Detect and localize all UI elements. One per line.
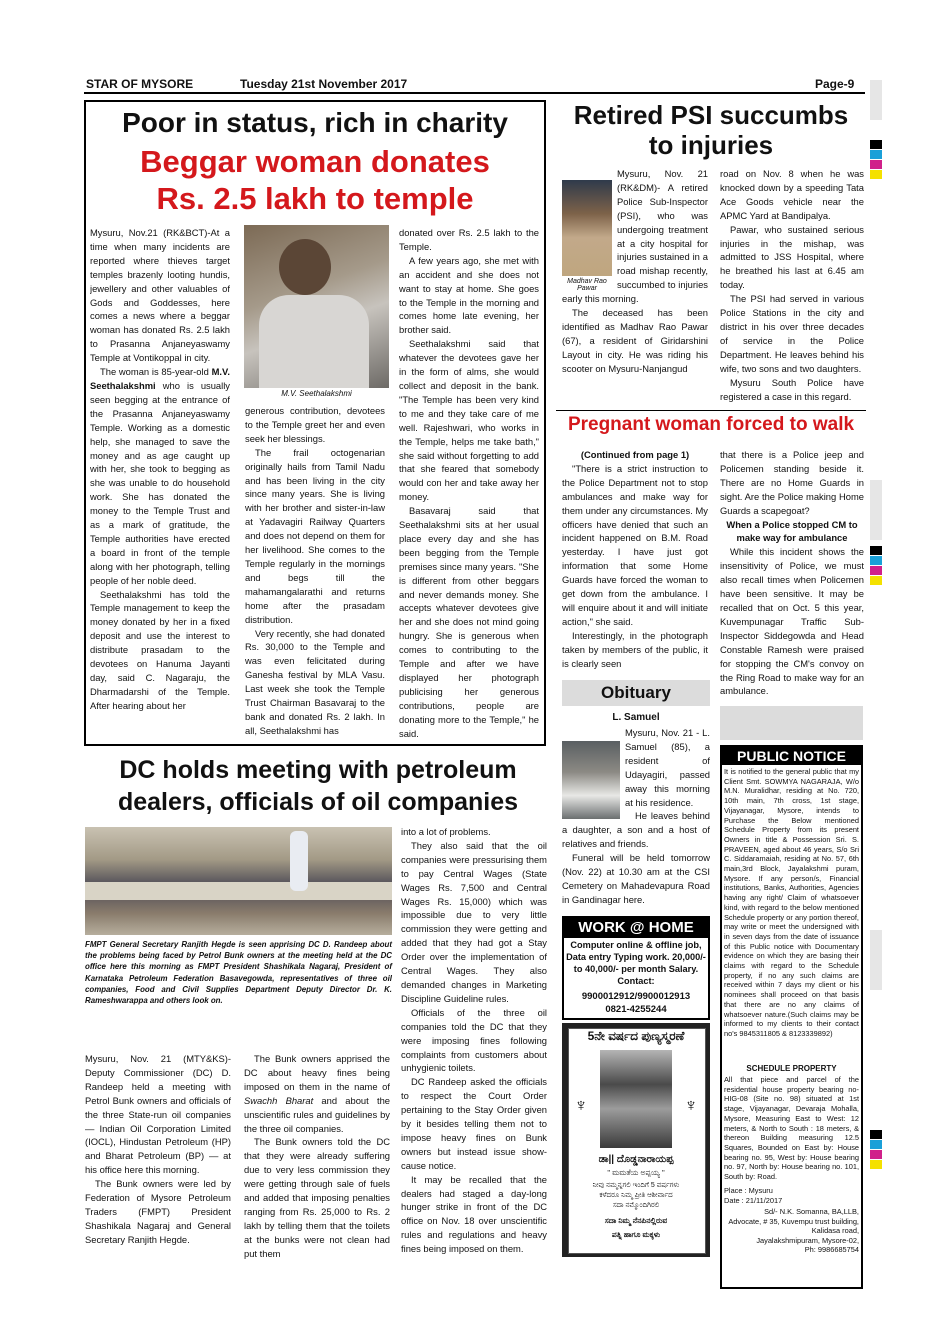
schedule-body: All that piece and parcel of the residential house property bearing no-HIG-08 (Site no. 98) situated at 1st stage, Vijayanagar, Devaraja Mohalla, Mysore, Measuring East to West: 12 meters, & North to South : 18 meters, & thereon Building measuring 12.5 Squares, Bounded on East by: House bearing no. 95, West by: House bearing no. 97, North by: House bearing no. 101, South by: Road.	[724, 1075, 859, 1182]
color-swatch	[870, 1130, 882, 1139]
paragraph: that there is a Police jeep and Policemen standing beside it. There are no Home Guards in sight. Are the Police making Home Guards a scapegoat?	[720, 449, 864, 516]
public-notice-body: It is notified to the general public that my Client Smt. SOWMYA NAGARAJA, W/o M.N. Muralidhar, residing at No. 720, 10th main, 7th cross, 1st stage, Vijayanagar, Mysore, intends to Purchase the Below mentioned Schedule Property from its present Owners in title & Possession Sri. S. PRAVEEN, aged about 46 years, S/o Sri C. Siddaramaiah, residing at No. 57, 6th main,3rd Block, Jayalakshmi puram, Mysore. If any person/s, Financial institutions, Banks, Authorities, Agencies having any right/ Claim of whatsoever kind, with regard to the below mentioned Schedule property or any portion thereof, may write or meet the undersigned with in seven days from the date of issuance of this Public notice with Documentary evidence on which they are basing their claims with regard to the Schedule property, if no any such claims are received within 7 days my client or his nominees shall proceed on that basis that there are no any claims of whatsoever nature.(Such claims may be informed to my clients to their contact no's 9845311805 & 8123339892)	[724, 767, 859, 1038]
paragraph: into a lot of problems.	[401, 826, 491, 837]
paragraph: They also said that the oil companies were pressurising them to pay Central Wages (State Wages Rs. 7,500 and Central Wages Rs. 15,000) which was impossible due to very little commission they were getting and added that they had got a Stay Order over the implementation of Central Wages. They also demanded changes in Marketing Discipline Guideline rules.	[401, 839, 547, 1004]
page-number: Page-9	[815, 77, 855, 91]
obituary-title: Obituary	[601, 683, 671, 702]
text: Mysuru, Nov. 21 (RK&DM)- A retired Police Sub-Inspector (PSI), who was undergoing treatment at a city hospital for injuries sustained in a road mishap recently, succumbed to injuries early this morning.	[562, 168, 708, 305]
psi-column-1	[562, 167, 708, 410]
color-swatch	[870, 576, 882, 585]
paragraph: Funeral will be held tomorrow (Nov. 22) at 10.30 am at the CSI Cemetery on Mahadevapura Road in Gandinagar here.	[562, 852, 710, 905]
notice-place: Place : Mysuru	[724, 1186, 773, 1195]
color-swatch	[870, 566, 882, 575]
paragraph: Seethalakshmi has told the Temple management to keep the money donated by her in a fixed deposit and use the interest to distribute prasadam to the devotees on Hanuma Jayanti day, said C. Nagaraju, the Dharmadarshi of the Temple. After hearing about her	[90, 588, 230, 711]
memorial-line: ಕಳೆದರೂ ನಿಮ್ಮ ಪ್ರೀತಿ ಆಶೀರ್ವಾದ	[599, 1192, 673, 1199]
color-swatch	[870, 1160, 882, 1169]
paragraph	[562, 167, 708, 306]
paragraph: Seethalakshmi said that whatever the devotees gave her in the form of alms, she would collect and deposit in the bank. "The Temple has been very kind to me and they take care of me well. Rajeshwari, who works in the Temple, helps me take bath," she said without forgetting to add that she feared that somebody would con her and take away her money.	[399, 338, 539, 503]
paragraph: Mysuru South Police have registered a case in this regard.	[720, 376, 864, 402]
photo-spacer	[562, 167, 617, 292]
name-bold: M.V. Seethalakshmi	[90, 366, 230, 391]
psi-headline-1: Retired PSI succumbs	[573, 100, 849, 130]
signature-line: Advocate, # 35, Kuvempu trust building, Kalidasa road,	[728, 1216, 859, 1235]
grey-filler	[720, 706, 863, 740]
signature-line: Jayalakshmipuram, Mysore-02,	[756, 1235, 859, 1245]
beggar-column-3	[399, 226, 539, 741]
paragraph: road on Nov. 8 when he was knocked down by a speeding Tata Ace Goods vehicle near the APMC Yard at Bandipalya.	[720, 168, 864, 221]
paragraph	[90, 365, 230, 588]
obituary-name: L. Samuel	[612, 712, 660, 723]
paragraph: Very recently, she had donated Rs. 30,000 to the Temple and was even felicitated during Ganesha festival by MLA Vasu. Last week she took the Temple Trust Chairman Basavaraj to the bank and donated Rs. 2 lakh. In all, Seethalakshmi has	[245, 627, 385, 736]
beggar-headline-1: Beggar woman donates	[140, 144, 490, 179]
pregnant-column-1	[562, 448, 708, 674]
photo-spacer	[562, 726, 625, 821]
signature-line: Sd/- N.K. Somanna, BA,LLB,	[764, 1207, 859, 1216]
header-rule	[84, 92, 865, 94]
work-home-phone-1: 9900012912/9900012913	[581, 991, 691, 1002]
notice-signature	[724, 1207, 859, 1255]
paragraph: The PSI had served in various Police Stations in the city and district in his over three decades of service in the Police Department. He leaves behind his wife, two sons and two daughters.	[720, 293, 864, 374]
color-swatch	[870, 556, 882, 565]
paragraph: He leaves behind a daughter, a son and a host of relatives and friends.	[562, 810, 710, 850]
dc-meeting-photo	[85, 827, 392, 935]
color-swatch	[870, 170, 882, 179]
dc-headline-2: dealers, officials of oil companies	[117, 788, 519, 816]
paragraph	[562, 726, 710, 809]
dc-column-3	[401, 825, 547, 1263]
photo-standing-person	[290, 831, 308, 891]
paragraph: The Bunk owners told the DC that they were already suffering due to very less commission they were getting through sale of fuels and added that imposing penalties ranging from Rs. 25,000 to Rs. 2 lakh by telling them that the toilets at the bunks were not clean had put them	[244, 1136, 390, 1259]
dc-headline-1: DC holds meeting with petroleum	[119, 756, 517, 784]
beggar-headline-2: Rs. 2.5 lakh to temple	[156, 181, 474, 216]
paragraph: donated over Rs. 2.5 lakh to the Temple.	[399, 227, 539, 252]
paragraph: Mysuru, Nov.21 (RK&BCT)-At a time when many incidents are reported where thieves target temples brazenly looting hundis, jewellery and other valuables of Gods and Goddesses, here comes a news where a beggar woman has donated Rs. 2.5 lakh to Prasanna Anjaneyaswamy Temple at Vontikoppal in city.	[90, 227, 230, 364]
pregnant-headline: Pregnant woman forced to walk	[567, 414, 855, 435]
paragraph: The frail octogenarian originally hails from Tamil Nadu and has been living in the city since many years. She is living with her brother and sister-in-law at Yadavagiri Railway Quarters and does not depend on them for her livelihood. She comes to the Temple regularly in the mornings and begs till the mahamangalarathi and returns home after the prasadam distribution.	[245, 446, 385, 625]
newspaper-name: STAR OF MYSORE	[86, 77, 194, 91]
continued-note: (Continued from page 1)	[580, 449, 690, 460]
paragraph: "There is a strict instruction to the Police Department not to stop ambulances and make way for them under any circumstances. My officers have denied that such an incident happened on B.M. Road yesterday. I have just got information that some Home Guards have forced the woman to get down from the ambulance. I will enquire about it and will initiate action," she said.	[562, 462, 708, 627]
photo-caption: M.V. Seethalakshmi	[281, 389, 352, 398]
divider	[556, 410, 866, 411]
beggar-kicker: Poor in status, rich in charity	[122, 107, 508, 138]
pawar-caption: Madhav Rao Pawar	[567, 278, 607, 292]
photo-table	[85, 882, 392, 900]
beggar-column-2	[245, 404, 385, 741]
signature-line: Ph: 9986685754	[804, 1245, 859, 1254]
schedule-title: SCHEDULE PROPERTY	[746, 1064, 837, 1073]
portrait-head	[279, 239, 331, 295]
work-home-title: WORK @ HOME	[564, 918, 708, 938]
memorial-photo	[600, 1050, 672, 1148]
paragraph: Interestingly, in the photograph taken by members of the public, it is clearly seen	[562, 629, 708, 669]
psi-headline-2: to injuries	[648, 130, 774, 160]
memorial-tagline: " ಮಮತೆಯ ಅಪ್ಪಯ್ಯ "	[607, 1168, 665, 1177]
work-home-phone-2: 0821-4255244	[605, 1004, 667, 1015]
paragraph	[244, 1052, 390, 1135]
color-swatch	[870, 160, 882, 169]
color-swatch	[870, 546, 882, 555]
paragraph: Officials of the three oil companies told the DC that they were imposing fines following complaints from customers about unhygienic toilets.	[401, 1006, 547, 1074]
paragraph: Pawar, who sustained serious injuries in the mishap, was admitted to JSS Hospital, where he breathed his last at 6.45 am today.	[720, 223, 864, 291]
paragraph: A few years ago, she met with an accident and she does not want to stay at home. She goes to the Temple in the morning and comes home late evening, her brother said.	[399, 254, 539, 336]
beggar-column-1	[90, 226, 230, 741]
psi-column-2	[720, 167, 864, 410]
paragraph: While this incident shows the insensitivity of Police, we must also recall times when Policemen have been sensitive. It may be recalled that on Oct. 5 this year, Kuvempunagar Traffic Sub-Inspector Siddegowda and Head Constable Ramesh were praised for stopping the CM's convoy on the Ring Road to make way for an ambulance.	[720, 546, 864, 697]
memorial-from-1: ಸದಾ ನಿಮ್ಮ ನೆನಪಿನಲ್ಲಿರುವ	[604, 1216, 668, 1225]
paragraph: The deceased has been identified as Madhav Rao Pawar (67), a resident of Giridarshini Layout in city. He was riding his scooter on Mysuru-Nanjangud	[562, 307, 708, 374]
paragraph: Basavaraj said that Seethalakshmi sits at her usual place every day and she has been begging from the Temple premises since many years. "She is different from other beggars and never demands money. She accepts whatever devotees give her and she does not mind going hungry. She is generous when comes to contributing to the Temple and after we have displayed her photograph publicising her generous contributions, people are donating more to the Temple," he said.	[399, 505, 539, 739]
paragraph: It may be recalled that the dealers had staged a day-long hunger strike in front of the DC office on Nov. 18 over unscientific rules and regulations and heavy fines being imposed on them.	[401, 1173, 547, 1255]
notice-date: Date : 21/11/2017	[724, 1196, 783, 1205]
margin-bar	[870, 930, 882, 990]
memorial-line: ಸದಾ ನಮ್ಮೊಂದಿಗಿರಲಿ	[612, 1202, 660, 1209]
paragraph: Mysuru, Nov. 21 (MTY&KS)-Deputy Commissioner (DC) D. Randeep held a meeting with Petrol Bunk owners and officials of the three State-run oil companies — Indian Oil Corporation Limited (IOCL), Hindustan Petroleum (HP) and Bharat Petroleum (BP) — at his office here this morning.	[85, 1053, 231, 1176]
dc-column-1	[85, 1052, 231, 1263]
memorial-line: ನೀವು ನಮ್ಮನ್ನಗಲಿ ಇಂದಿಗೆ 5 ವರ್ಷಗಳು	[592, 1182, 680, 1189]
color-swatch	[870, 1150, 882, 1159]
memorial-name: ಡಾ|| ದೊಡ್ಡನಾರಾಯಪ್ಪ	[598, 1154, 674, 1165]
color-swatch	[870, 1140, 882, 1149]
public-notice-title: PUBLIC NOTICE	[722, 747, 861, 765]
text: Mysuru, Nov. 21 - L. Samuel (85), a resident of Udayagiri, passed away this morning at his residence.	[625, 727, 710, 808]
text-italic: Swachh Bharat	[244, 1094, 314, 1106]
text: The Bunk owners apprised the DC about heavy fines being imposed on them in the name of	[244, 1053, 390, 1092]
work-home-body: Computer online & offline job, Data entry Typing work. 20,000/- to 40,000/- per month Salary. Contact:	[566, 940, 706, 986]
portrait-body	[259, 295, 369, 388]
text: and about the unscientific rules and guidelines by the three oil companies.	[244, 1094, 390, 1134]
memorial-from-2: ಪತ್ನಿ ಹಾಗೂ ಮಕ್ಕಳು	[611, 1230, 661, 1239]
paragraph: The Bunk owners were led by Federation of Mysore Petroleum Traders (FMPT) President Shashikala Nagaraj and General Secretary Ranjith Hegde.	[85, 1178, 231, 1245]
paragraph: generous contribution, devotees to the Temple greet her and even seek her blessings.	[245, 405, 385, 444]
margin-bar	[870, 80, 882, 120]
issue-date: Tuesday 21st November 2017	[240, 77, 408, 91]
subheading: When a Police stopped CM to make way for ambulance	[726, 518, 858, 544]
pregnant-column-2	[720, 448, 864, 700]
margin-bar	[870, 480, 882, 540]
text: The woman is 85-year-old	[100, 366, 212, 378]
lamp-icon: ♆	[684, 1095, 698, 1115]
dc-column-2	[244, 1052, 390, 1263]
color-swatch	[870, 150, 882, 159]
seethalakshmi-photo	[244, 225, 389, 388]
paragraph: DC Randeep asked the officials to respect the Court Order pertaining to the Stay Order given by it besides telling them not to impose heavy fines on Bunk owners but instead issue show-cause notice.	[401, 1076, 547, 1171]
text: who is usually seen begging at the entrance of the Prasanna Anjaneyaswamy Temple. Working as a domestic help, she managed to save the money and as age caught up with her, she took to begging as she was unable to do household work. She has donated the money to the Temple Trust and as a mark of gratitude, the Temple authorities have erected a board in front of the temple along with her photograph, telling people of her noble deed.	[90, 379, 230, 586]
color-swatch	[870, 140, 882, 149]
lamp-icon: ♆	[574, 1095, 588, 1115]
dc-photo-caption: FMPT General Secretary Ranjith Hegde is seen apprising DC D. Randeep about the problems being faced by Petrol Bunk owners at the meeting held at the DC office here this morning as FMPT President Shashikala Nagaraj, President of Karnataka Petroleum Federation Basavegowda, representatives of three oil companies, Food and Civil Supplies Department Deputy Director Dr. K. Rameshwarappa and others look on.	[85, 940, 392, 1006]
memorial-title: 5ನೇ ವರ್ಷದ ಪುಣ್ಯಸ್ಮರಣೆ	[587, 1029, 685, 1043]
